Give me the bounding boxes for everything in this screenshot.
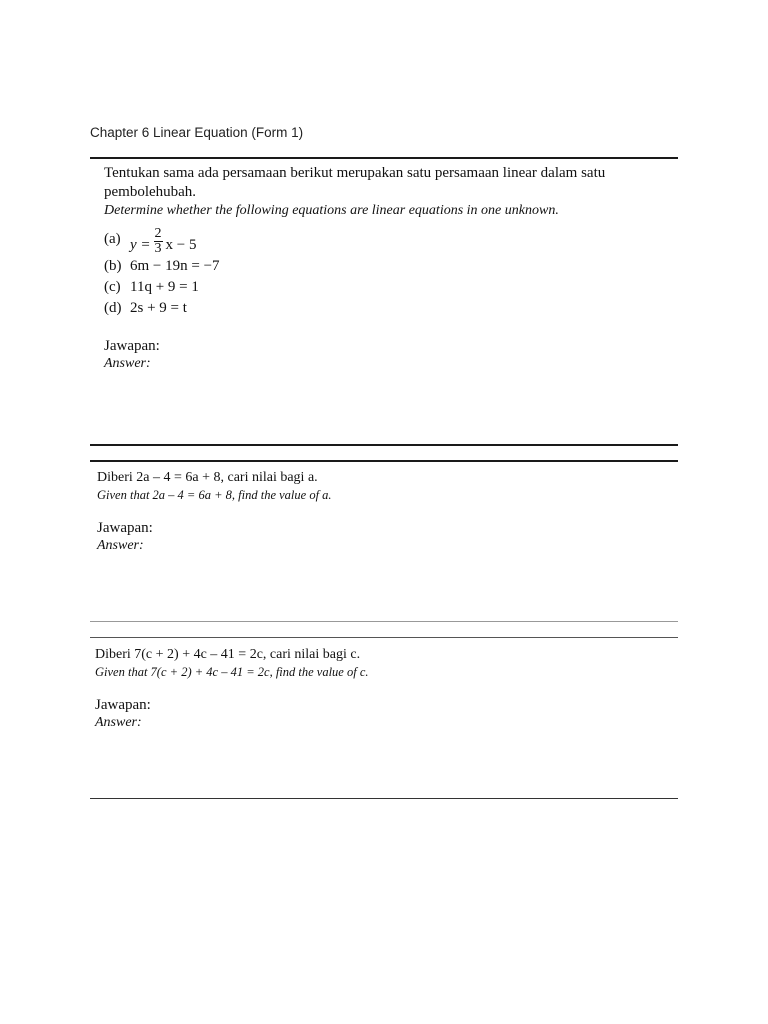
- question1-top-rule: [90, 157, 678, 159]
- question1-item-b: [104, 256, 605, 277]
- item-d-equation: 2s + 9 = t: [130, 300, 187, 316]
- item-a-prefix: y =: [130, 236, 151, 253]
- question1-instruction-ms-2: pembolehubah.: [104, 184, 197, 200]
- question1-instruction-en: Determine whether the following equations are linear equations in one unknown.: [104, 203, 559, 218]
- question1-block: [104, 164, 605, 372]
- question1-instruction-ms: Tentukan sama ada persamaan berikut merupakan satu persamaan linear dalam satu: [104, 165, 606, 181]
- question3-given-en: Given that 7(c + 2) + 4c – 41 = 2c, find the value of c.: [95, 665, 369, 679]
- item-a-fraction: [154, 223, 163, 256]
- question3-top-rule: [90, 637, 678, 638]
- fraction-numerator: 2: [154, 225, 162, 241]
- item-tag: (c): [104, 279, 121, 295]
- question3-answer-label-ms: Jawapan:: [95, 697, 151, 713]
- question1-item-c: [104, 277, 605, 298]
- question1-item-a: [104, 222, 605, 256]
- item-tag: (b): [104, 258, 122, 274]
- question3-block: [95, 646, 369, 731]
- question1-answer-label-ms: Jawapan:: [104, 338, 160, 354]
- item-tag: (a): [104, 230, 121, 247]
- question1-item-d: [104, 298, 605, 319]
- question2-answer-label-ms: Jawapan:: [97, 520, 153, 536]
- question3-bottom-rule: [90, 798, 678, 799]
- question2-bottom-rule: [90, 621, 678, 622]
- question2-answer-label-en: Answer:: [97, 538, 144, 553]
- question2-given-en: Given that 2a – 4 = 6a + 8, find the value of a.: [97, 488, 332, 502]
- page-title: Chapter 6 Linear Equation (Form 1): [90, 125, 304, 140]
- fraction-denominator: 3: [154, 240, 162, 256]
- question1-answer-label-en: Answer:: [104, 356, 151, 371]
- question2-top-rule: [90, 460, 678, 462]
- question3-answer-label-en: Answer:: [95, 715, 142, 730]
- item-a-suffix: x − 5: [165, 236, 197, 253]
- question1-bottom-rule: [90, 444, 678, 446]
- item-b-equation: 6m − 19n = −7: [130, 258, 220, 274]
- item-tag: (d): [104, 300, 122, 316]
- question2-given-ms: Diberi 2a – 4 = 6a + 8, cari nilai bagi a.: [97, 470, 318, 485]
- question3-given-ms: Diberi 7(c + 2) + 4c – 41 = 2c, cari nilai bagi c.: [95, 647, 361, 662]
- item-c-equation: 11q + 9 = 1: [130, 279, 199, 295]
- question2-block: [97, 469, 332, 554]
